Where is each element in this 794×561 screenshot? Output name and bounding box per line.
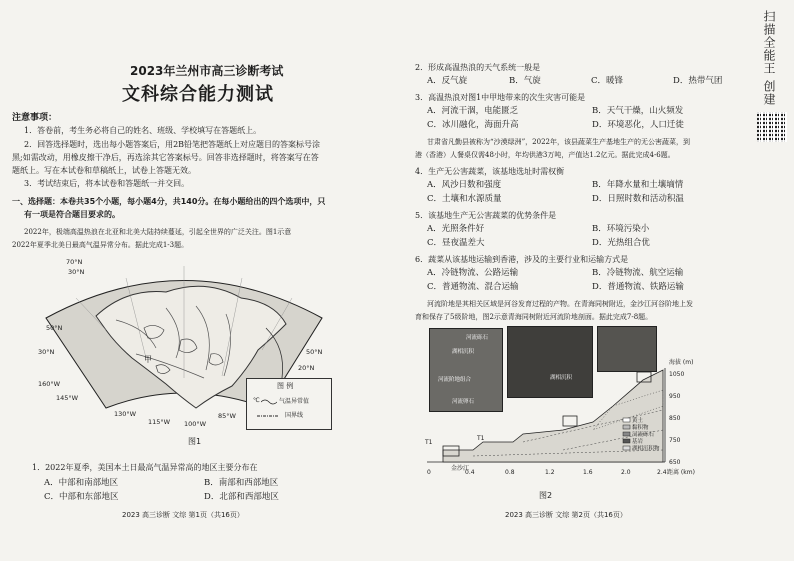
map-label-jia: 甲 (144, 355, 152, 364)
section-heading: 一、选择题：本卷共35个小题，每小题4分，共140分。在每小题给出的四个选项中，只 (12, 197, 326, 206)
map-label: 160°W (38, 380, 61, 388)
map-label: 50°N (306, 348, 323, 356)
legend-isoline-unit: ℃ (253, 397, 260, 404)
elevation-tick: 950 (669, 393, 681, 400)
notice-line: 1．答卷前，考生务必将自己的姓名、班级、学校填写在答题纸上。 (24, 126, 262, 135)
map-label: 115°W (148, 418, 171, 426)
profile-legend-item: 基岩 (632, 439, 644, 445)
option: A．中部和南部地区 (44, 478, 119, 488)
intro-text: 2022年夏季北美日最高气温异常分布。据此完成1-3题。 (12, 241, 189, 249)
map-legend (246, 378, 332, 430)
q6-options-row (427, 268, 683, 279)
option: A．光照条件好 (427, 224, 485, 234)
option: B．气旋 (509, 76, 541, 86)
elevation-tick: 850 (669, 415, 681, 422)
option: A．反气旋 (427, 76, 468, 86)
page-footer: 2023 高三诊断 文综 第2页（共16页） (505, 511, 627, 519)
question-4: 4．生产无公害蔬菜，该基地选址时需权衡 (415, 167, 565, 176)
option: A．风沙日数和强度 (427, 180, 502, 190)
profile-legend-item: 河流砾石 (632, 432, 655, 438)
intro-text: 港（香港）人餐桌仅需48小时，年均供港3万吨，产值达1.2亿元。据此完成4-6题。 (415, 151, 675, 159)
option: B．南部和西部地区 (204, 478, 279, 488)
figure-caption: 图1 (188, 437, 202, 446)
option: B．年降水量和土壤墒情 (592, 180, 684, 190)
option: D．热带气团 (673, 76, 723, 86)
elevation-tick: 750 (669, 437, 681, 444)
distance-tick: 2.0 (621, 469, 631, 476)
option: D．北部和西部地区 (204, 492, 279, 502)
photo-label: 河流阶地组合 (438, 377, 472, 383)
notice-line: 题纸上。写在本试卷和草稿纸上，试卷上答题无效。 (12, 166, 196, 175)
terrace-label: T1 (477, 435, 485, 442)
border-line-symbol-icon (257, 413, 279, 419)
figure-caption: 图2 (539, 491, 553, 500)
intro-text: 2022年，极端高温热浪在北亚和北美大陆持续蔓延，引起全世界的广泛关注。图1示意 (24, 228, 292, 236)
map-label: 20°N (298, 364, 315, 372)
map-label: 145°W (56, 394, 79, 402)
q5-options-row (427, 224, 649, 235)
option: C．中部和东部地区 (44, 492, 119, 502)
notice-line: 3．考试结束后，将本试卷和答题纸一并交回。 (24, 179, 190, 188)
elevation-unit: 海拔 (m) (669, 359, 694, 366)
map-label: 130°W (114, 410, 137, 418)
map-label: 85°W (218, 412, 236, 420)
subject-title: 文科综合能力测试 (122, 84, 274, 105)
distance-tick: 0.8 (505, 469, 515, 476)
intro-text: 河流阶地是其相关区域是河谷发育过程的产物。在青海同树附近，金沙江河谷阶地上发 (427, 300, 693, 308)
option: C．普通物流、混合运输 (427, 282, 519, 292)
map-label: 70°N (66, 258, 83, 266)
q1-options-row (44, 492, 279, 503)
question-1: 1．2022年夏季，美国本土日最高气温异常高的地区主要分布在 (32, 463, 258, 472)
distance-tick: 1.2 (545, 469, 555, 476)
intro-text: 甘肃省凡勤县被称为“沙漠绿洲”，2022年，该县蔬菜生产基地生产的无公害蔬菜，到 (427, 138, 690, 146)
section-heading: 有一项是符合题目要求的。 (24, 210, 120, 219)
photo-label: 河流砾石 (466, 335, 489, 341)
option: B．冷链物流、航空运输 (592, 268, 684, 278)
distance-tick: 1.6 (583, 469, 593, 476)
option: D．日照时数和活动积温 (592, 194, 684, 204)
question-6: 6．蔬菜从该基地运输到香港，涉及的主要行业和运输方式是 (415, 255, 629, 264)
map-label: 30°N (68, 268, 85, 276)
option: C．暖锋 (591, 76, 624, 86)
distance-tick: 0.4 (465, 469, 475, 476)
right-page (405, 0, 760, 561)
question-5: 5．该基地生产无公害蔬菜的优势条件是 (415, 211, 557, 220)
isoline-symbol-icon (261, 398, 277, 406)
terrace-profile-diagram (413, 350, 713, 482)
exam-title: 2023年兰州市高三诊断考试 (130, 64, 284, 78)
option: D．光热组合优 (592, 238, 650, 248)
photo-label: 湖相沉积 (452, 349, 475, 355)
q3-options-row (427, 106, 683, 117)
notice-line: 黑;如需改动，用橡皮擦干净后，再选涂其它答案标号。回答非选择题时，将答案写在答 (12, 153, 319, 162)
river-label: 金沙江 (451, 465, 470, 472)
q3-options-row (427, 120, 684, 131)
q4-options-row (427, 180, 683, 191)
qr-code-icon (757, 112, 787, 142)
option: B．天气干燥，山火频发 (592, 106, 684, 116)
elevation-tick: 650 (669, 459, 681, 466)
q5-options-row (427, 238, 650, 249)
elevation-tick: 1050 (669, 371, 685, 378)
photo-label: 湖相沉积 (550, 375, 573, 381)
option: C．冰川融化，海面升高 (427, 120, 519, 130)
map-label: 50°N (46, 324, 63, 332)
page-footer: 2023 高三诊断 文综 第1页（共16页） (122, 511, 244, 519)
question-2: 2．形成高温热浪的天气系统一般是 (415, 63, 541, 72)
legend-item: 气温异常值 (279, 398, 310, 405)
distance-tick: 2.4 (657, 469, 667, 476)
profile-legend-item: 湖相沉积物 (632, 446, 660, 452)
option: C．土壤和水源质量 (427, 194, 502, 204)
map-label: 100°W (184, 420, 207, 428)
option: A．冷链物流、公路运输 (427, 268, 519, 278)
option: D．普通物流、铁路运输 (592, 282, 684, 292)
profile-legend-item: 黄土 (632, 418, 644, 424)
map-label: 30°N (38, 348, 55, 356)
terrace-label: T1 (425, 439, 433, 446)
option: D．环境恶化，人口迁徙 (592, 120, 684, 130)
distance-unit: 距离 (km) (667, 469, 695, 476)
scanner-watermark-text: 扫描全能王 创建 (762, 10, 776, 106)
notice-heading: 注意事项： (12, 113, 58, 123)
photo-label: 河流卵石 (452, 399, 475, 405)
question-3: 3．高温热浪对图1中甲地带来的次生灾害可能是 (415, 93, 586, 102)
option: A．河流干涸，电能匮乏 (427, 106, 519, 116)
distance-tick: 0 (427, 469, 431, 476)
option: B．环境污染小 (592, 224, 650, 234)
q2-options-row (427, 76, 722, 87)
profile-legend-item: 黏积物 (632, 425, 649, 431)
q4-options-row (427, 194, 684, 205)
legend-item: 国界线 (285, 412, 304, 419)
option: C．昼夜温差大 (427, 238, 485, 248)
intro-text: 育和保存了5级阶地，图2示意青海同树附近河流阶地剖面。据此完成7-8题。 (415, 313, 653, 321)
legend-title: 图 例 (277, 382, 294, 390)
q6-options-row (427, 282, 684, 293)
q1-options-row (44, 478, 278, 489)
notice-line: 2．回答选择题时，选出每小题答案后，用2B铅笔把答题纸上对应题目的答案标号涂 (24, 140, 321, 149)
